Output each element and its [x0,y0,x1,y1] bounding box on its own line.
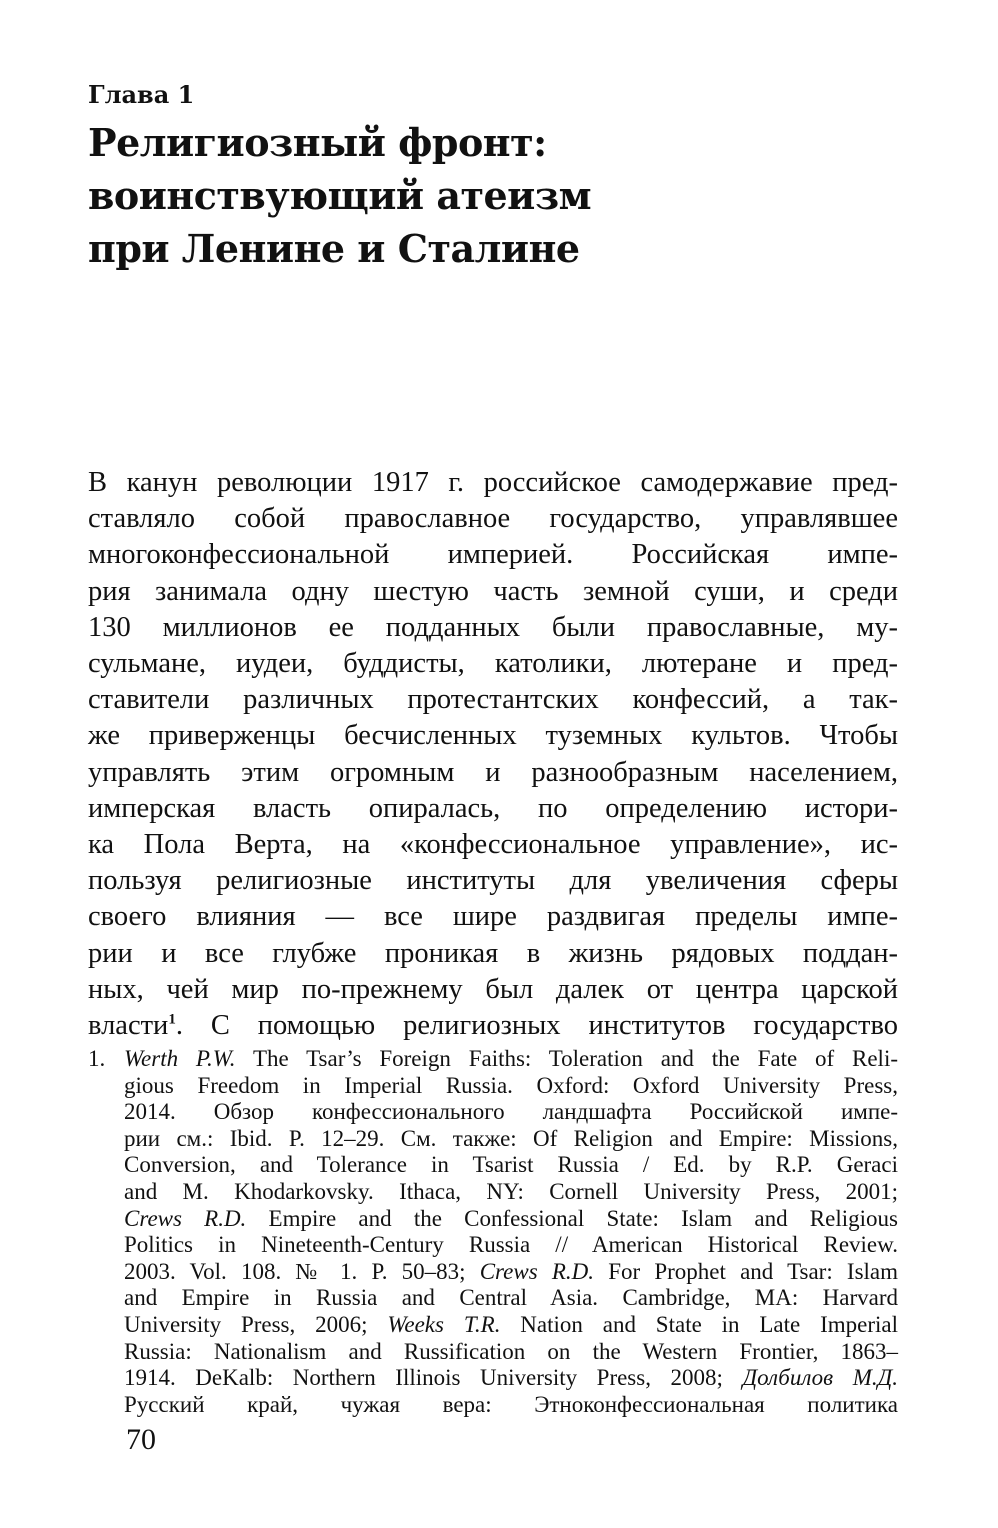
body-line [88,1008,898,1044]
body-line: ных, чей мир по-прежнему был далек от центра царской [88,973,898,1005]
footnote-fragment: The Tsar’s Foreign Faiths: Toleration and the Fate of Reli- [235,1046,898,1071]
footnote-author: Weeks T.R. [387,1311,501,1337]
footnote-line: gious Freedom in Imperial Russia. Oxford: Oxford University Press, [124,1072,898,1098]
page-number: 70 [126,1423,156,1456]
body-paragraph [88,465,898,1044]
footnote-fragment: Nation and State in Late Imperial [500,1311,898,1337]
footnote-author: Crews R.D. [124,1205,247,1231]
footnote-line: Politics in Nineteenth-Century Russia // American Historical Review. [124,1232,898,1258]
body-line: ставители различных протестантских конфессий, а так- [88,684,898,716]
footnote-line [124,1259,898,1286]
body-line: сульмане, иудеи, буддисты, католики, лютеране и пред- [88,648,898,680]
body-line: пользуя религиозные институты для увеличения сферы [88,865,898,897]
footnote-author: Werth P.W. [124,1046,236,1071]
body-line: управлять этим огромным и разнообразным населением, [88,756,898,788]
body-line: рия занимала одну шестую часть земной суши, и среди [88,575,898,607]
footnote-number: 1. [88,1046,106,1071]
chapter-title-line: при Ленине и Сталине [88,226,580,271]
footnote-line: 2014. Обзор конфессионального ландшафта Российской импе- [124,1099,898,1125]
chapter-label: Глава 1 [88,80,195,109]
body-line: В канун революции 1917 г. российское самодержавие пред- [88,467,898,498]
body-line: многоконфессиональной империей. Российская импе- [88,539,898,571]
footnote-fragment: University Press, 2006; [124,1311,388,1337]
footnote-reference[interactable]: 1 [168,1011,176,1028]
body-line: рии и все глубже проникая в жизнь рядовых поддан- [88,937,898,969]
footnote-author: Crews R.D. [479,1258,595,1284]
chapter-title-line: воинствующий атеизм [88,173,592,218]
footnote-line: and Empire in Russia and Central Asia. Cambridge, MA: Harvard [124,1285,898,1311]
footnote-fragment: For Prophet and Tsar: Islam [594,1258,899,1284]
footnote [88,1046,898,1418]
footnote-line [124,1365,898,1392]
body-line: же приверженцы бесчисленных туземных культов. Чтобы [88,720,898,752]
chapter-title [88,116,591,275]
chapter-title-line: Религиозный фронт: [88,120,547,165]
footnote-line [124,1206,898,1233]
body-line: 130 миллионов ее подданных были православные, му- [88,611,898,643]
footnote-text [124,1046,898,1418]
footnote-line: Conversion, and Tolerance in Tsarist Russia / Ed. by R.P. Geraci [124,1152,898,1178]
body-line: имперская власть опиралась, по определению истори- [88,792,898,824]
footnote-line: and M. Khodarkovsky. Ithaca, NY: Cornell University Press, 2001; [124,1178,898,1204]
body-text-fragment: власти [88,1010,169,1042]
footnote-fragment: Empire and the Confessional State: Islam and Religious [246,1205,898,1231]
footnote-line: Russia: Nationalism and Russification on the Western Frontier, 1863– [124,1338,898,1364]
footnote-line [124,1046,898,1073]
footnote-line [124,1312,898,1339]
footnote-fragment: 1914. DeKalb: Northern Illinois University Press, 2008; [124,1365,743,1391]
body-line: своего влияния — все шире раздвигая пределы импе- [88,901,898,933]
footnote-fragment: 2003. Vol. 108. № 1. P. 50–83; [124,1258,480,1284]
body-text-fragment: . С помощью религиозных институтов государство [175,1010,898,1042]
footnote-author: Долбилов М.Д. [742,1365,898,1391]
footnote-line: рии см.: Ibid. P. 12–29. См. также: Of Religion and Empire: Missions, [124,1125,898,1151]
body-line: ставляло собой православное государство, управлявшее [88,503,898,535]
footnote-line: Русский край, чужая вера: Этноконфессиональная политика [124,1391,898,1417]
body-line: ка Пола Верта, на «конфессиональное управление», ис- [88,829,898,861]
